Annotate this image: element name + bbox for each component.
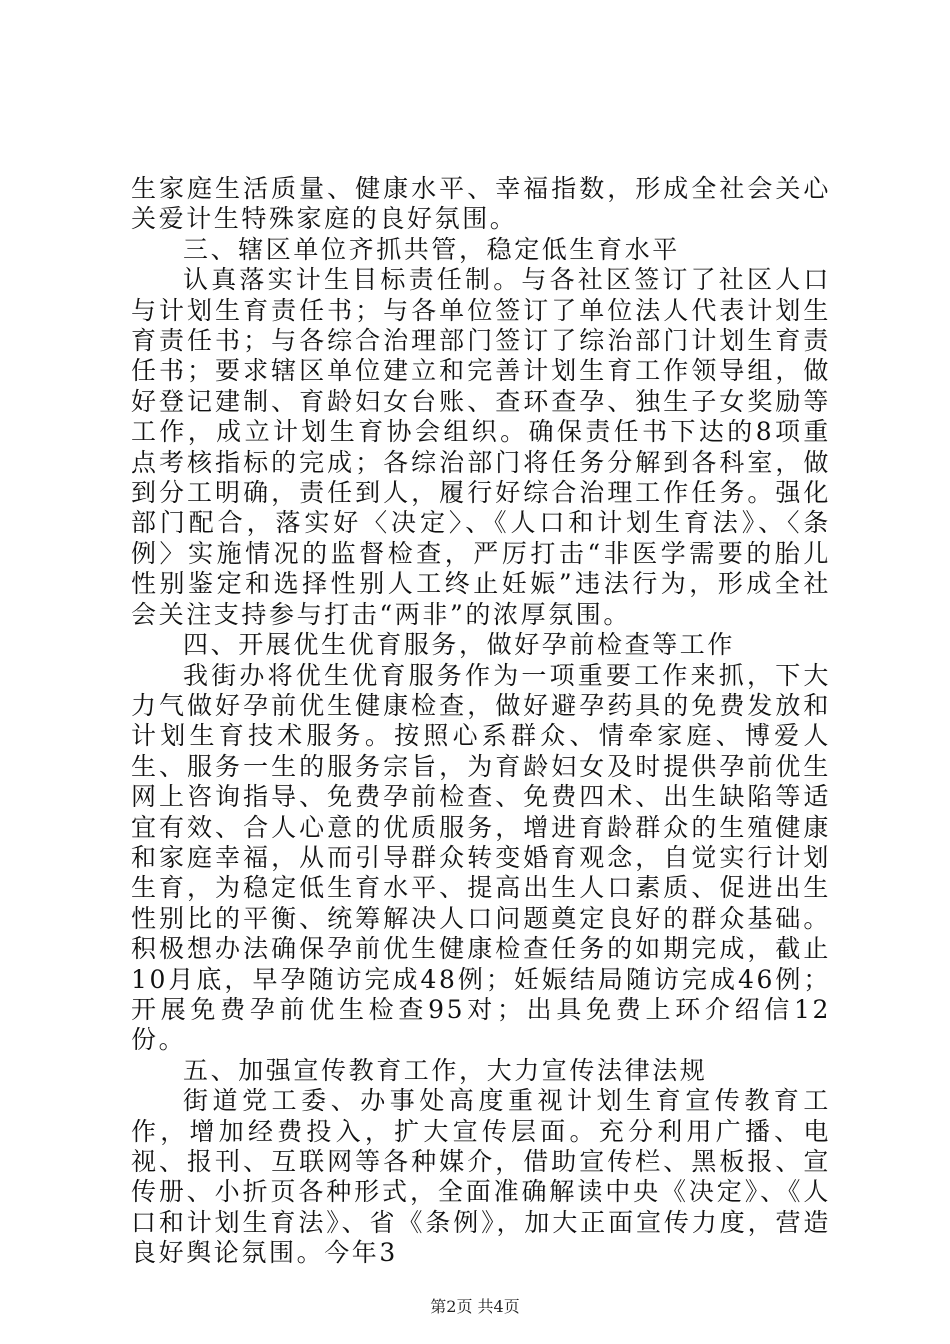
page-footer: 第2页 共4页 (430, 1297, 520, 1316)
paragraph-responsibility: 认真落实计生目标责任制。与各社区签订了社区人口与计划生育责任书；与各单位签订了单位法人代表计划生育责任书；与各综合治理部门签订了综治部门计划生育责任书；要求辖区单位建立和完善计划生育工作领导组，做好登记建制、育龄妇女台账、查环查孕、独生子女奖励等工作，成立计划生育协会组织。确保责任书下达的8项重点考核指标的完成；各综治部门将任务分解到各科室，做到分工明确，责任到人，履行好综合治理工作任务。强化部门配合，落实好〈决定〉、《人口和计划生育法》、〈条例〉实施情况的监督检查，严厉打击“非医学需要的胎儿性别鉴定和选择性别人工终止妊娠”违法行为，形成全社会关注支持参与打击“两非”的浓厚氛围。 (131, 265, 831, 629)
paragraph-continuation: 生家庭生活质量、健康水平、幸福指数，形成全社会关心关爱计生特殊家庭的良好氛围。 (131, 174, 831, 234)
paragraph-publicity: 街道党工委、办事处高度重视计划生育宣传教育工作，增加经费投入，扩大宣传层面。充分利用广播、电视、报刊、互联网等各种媒介，借助宣传栏、黑板报、宣传册、小折页各种形式，全面准确解读中央《决定》、《人口和计划生育法》、省《条例》，加大正面宣传力度，营造良好舆论氛围。今年3 (131, 1086, 831, 1268)
paragraph-eugenics-service: 我街办将优生优育服务作为一项重要工作来抓，下大力气做好孕前优生健康检查，做好避孕药具的免费发放和计划生育技术服务。按照心系群众、情牵家庭、博爱人生、服务一生的服务宗旨，为育龄妇女及时提供孕前优生网上咨询指导、免费孕前检查、免费四术、出生缺陷等适宜有效、合人心意的优质服务，增进育龄群众的生殖健康和家庭幸福，从而引导群众转变婚育观念，自觉实行计划生育，为稳定低生育水平、提高出生人口素质、促进出生性别比的平衡、统筹解决人口问题奠定良好的群众基础。积极想办法确保孕前优生健康检查任务的如期完成，截止10月底，早孕随访完成48例；妊娠结局随访完成46例；开展免费孕前优生检查95对；出具免费上环介绍信12份。 (131, 660, 831, 1055)
section-heading-3: 三、辖区单位齐抓共管，稳定低生育水平 (183, 234, 680, 264)
section-heading-4: 四、开展优生优育服务，做好孕前检查等工作 (183, 630, 736, 660)
section-heading-5: 五、加强宣传教育工作，大力宣传法律法规 (183, 1055, 708, 1085)
document-body (131, 174, 831, 1269)
